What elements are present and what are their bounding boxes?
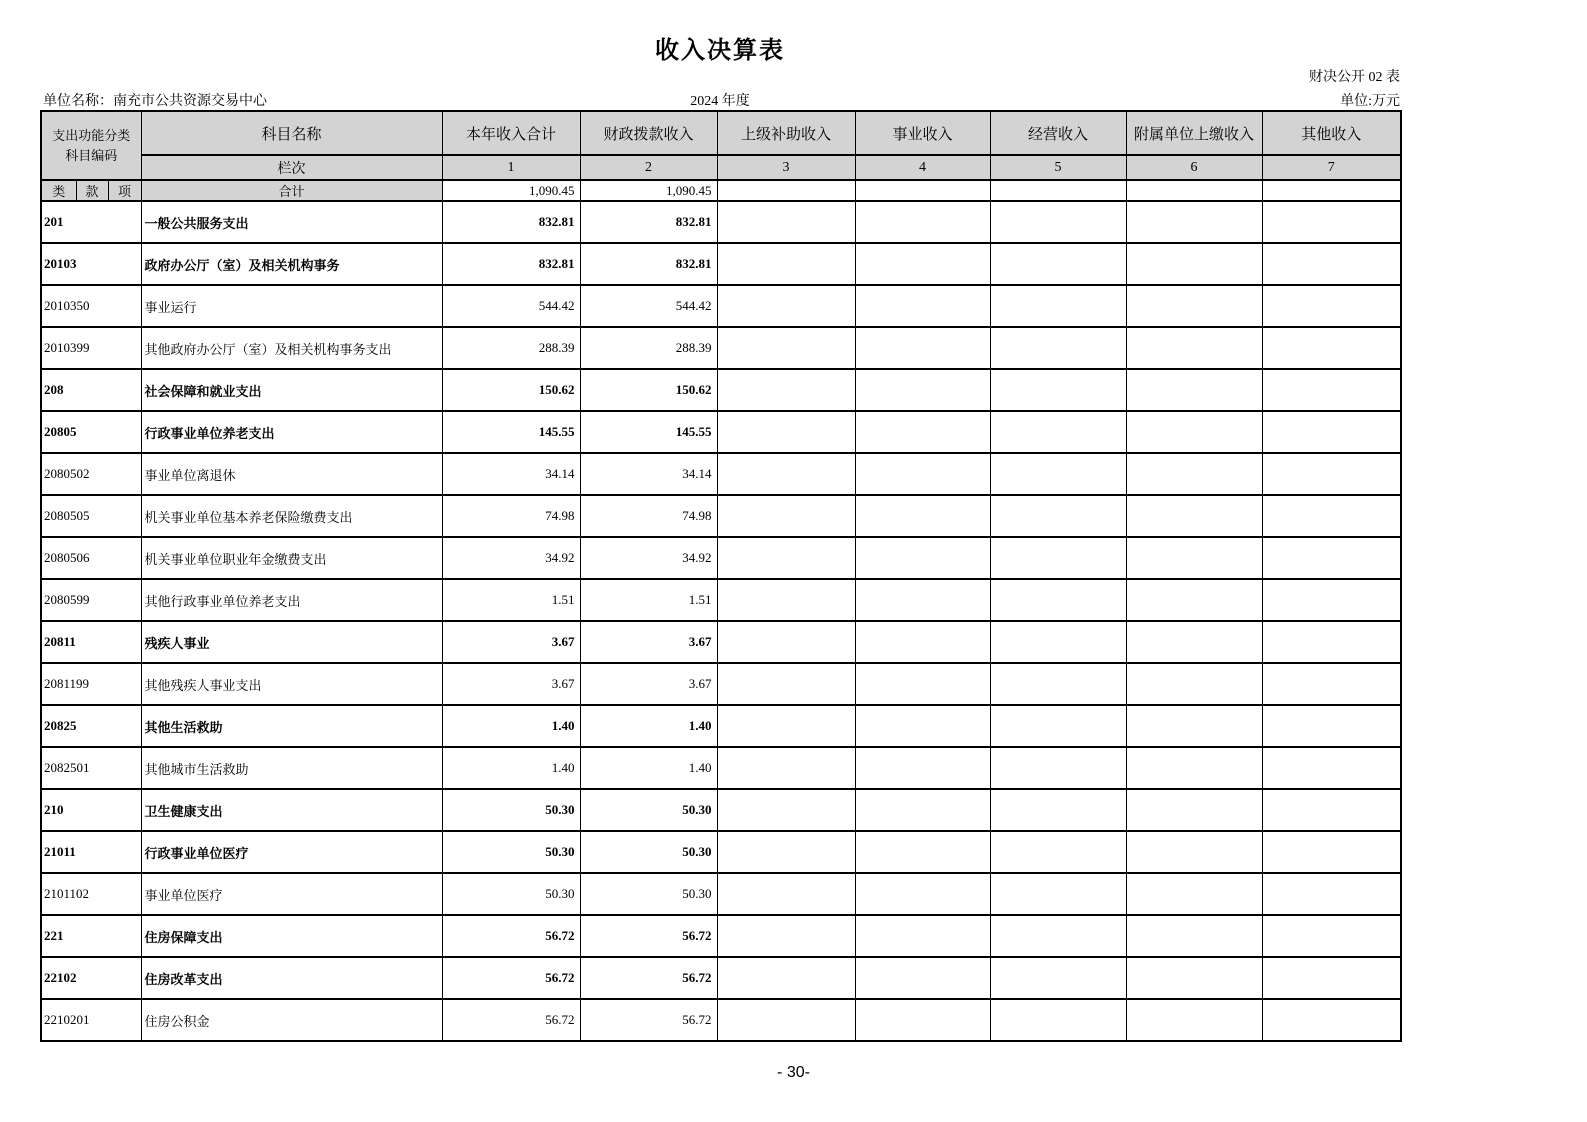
- row-value-6: [1126, 915, 1262, 957]
- row-value-7: [1262, 915, 1401, 957]
- row-code: 2210201: [41, 999, 141, 1041]
- row-value-4: [855, 453, 990, 495]
- row-value-4: [855, 705, 990, 747]
- total-value-5: [990, 180, 1126, 201]
- row-value-1: 832.81: [442, 201, 580, 243]
- row-code: 2010399: [41, 327, 141, 369]
- row-value-7: [1262, 537, 1401, 579]
- doc-form-label: 财决公开 02 表: [1309, 70, 1400, 85]
- row-value-2: 832.81: [580, 201, 717, 243]
- row-value-3: [717, 453, 855, 495]
- row-value-7: [1262, 327, 1401, 369]
- table-row: [41, 621, 1401, 663]
- row-value-2: 74.98: [580, 495, 717, 537]
- row-value-7: [1262, 453, 1401, 495]
- row-value-6: [1126, 495, 1262, 537]
- row-code: 2101102: [41, 873, 141, 915]
- lanci-col-6: 6: [1126, 155, 1262, 180]
- row-value-2: 50.30: [580, 873, 717, 915]
- row-value-6: [1126, 537, 1262, 579]
- row-value-4: [855, 999, 990, 1041]
- row-value-3: [717, 915, 855, 957]
- row-subject-name: 其他残疾人事业支出: [141, 663, 442, 705]
- row-value-7: [1262, 285, 1401, 327]
- row-value-4: [855, 957, 990, 999]
- row-value-6: [1126, 957, 1262, 999]
- lanci-col-4: 4: [855, 155, 990, 180]
- table-row: [41, 957, 1401, 999]
- row-value-3: [717, 327, 855, 369]
- row-value-3: [717, 579, 855, 621]
- row-value-7: [1262, 579, 1401, 621]
- row-value-7: [1262, 201, 1401, 243]
- row-value-5: [990, 999, 1126, 1041]
- header-business-income: 事业收入: [855, 111, 990, 155]
- row-code: 2080505: [41, 495, 141, 537]
- row-value-6: [1126, 453, 1262, 495]
- header-affiliate-remittance: 附属单位上缴收入: [1126, 111, 1262, 155]
- row-value-1: 832.81: [442, 243, 580, 285]
- row-value-1: 145.55: [442, 411, 580, 453]
- row-subject-name: 机关事业单位基本养老保险缴费支出: [141, 495, 442, 537]
- row-value-3: [717, 243, 855, 285]
- row-code: 21011: [41, 831, 141, 873]
- row-value-5: [990, 369, 1126, 411]
- lanci-col-2: 2: [580, 155, 717, 180]
- row-value-5: [990, 201, 1126, 243]
- total-value-7: [1262, 180, 1401, 201]
- sub-code-class: 类: [41, 180, 76, 201]
- header-fiscal-appropriation: 财政拨款收入: [580, 111, 717, 155]
- total-value-4: [855, 180, 990, 201]
- row-value-1: 3.67: [442, 621, 580, 663]
- row-value-7: [1262, 999, 1401, 1041]
- row-subject-name: 其他城市生活救助: [141, 747, 442, 789]
- row-value-3: [717, 201, 855, 243]
- row-value-6: [1126, 789, 1262, 831]
- row-value-6: [1126, 579, 1262, 621]
- row-value-5: [990, 327, 1126, 369]
- row-subject-name: 政府办公厅（室）及相关机构事务: [141, 243, 442, 285]
- total-label: 合计: [141, 180, 442, 201]
- row-value-5: [990, 789, 1126, 831]
- row-subject-name: 一般公共服务支出: [141, 201, 442, 243]
- row-value-1: 50.30: [442, 831, 580, 873]
- row-value-1: 50.30: [442, 789, 580, 831]
- row-value-6: [1126, 831, 1262, 873]
- row-value-7: [1262, 495, 1401, 537]
- row-code: 201: [41, 201, 141, 243]
- row-value-5: [990, 705, 1126, 747]
- row-value-2: 832.81: [580, 243, 717, 285]
- row-value-2: 3.67: [580, 621, 717, 663]
- total-row: [41, 180, 1401, 201]
- row-value-5: [990, 873, 1126, 915]
- row-value-7: [1262, 705, 1401, 747]
- row-value-4: [855, 537, 990, 579]
- row-value-2: 1.40: [580, 705, 717, 747]
- row-value-5: [990, 957, 1126, 999]
- row-value-5: [990, 537, 1126, 579]
- row-value-5: [990, 621, 1126, 663]
- total-value-3: [717, 180, 855, 201]
- row-value-2: 34.92: [580, 537, 717, 579]
- row-value-4: [855, 663, 990, 705]
- row-value-3: [717, 621, 855, 663]
- row-value-3: [717, 705, 855, 747]
- header-superior-subsidy: 上级补助收入: [717, 111, 855, 155]
- row-value-2: 56.72: [580, 999, 717, 1041]
- row-code: 2010350: [41, 285, 141, 327]
- row-value-3: [717, 369, 855, 411]
- row-code: 20825: [41, 705, 141, 747]
- row-value-5: [990, 915, 1126, 957]
- row-value-1: 34.14: [442, 453, 580, 495]
- row-value-1: 34.92: [442, 537, 580, 579]
- row-subject-name: 社会保障和就业支出: [141, 369, 442, 411]
- row-value-4: [855, 411, 990, 453]
- row-value-2: 56.72: [580, 957, 717, 999]
- table-row: [41, 285, 1401, 327]
- row-subject-name: 事业运行: [141, 285, 442, 327]
- row-code: 2080506: [41, 537, 141, 579]
- row-subject-name: 住房保障支出: [141, 915, 442, 957]
- row-value-7: [1262, 411, 1401, 453]
- row-value-2: 3.67: [580, 663, 717, 705]
- row-value-2: 1.40: [580, 747, 717, 789]
- header-expense-function-code: [41, 111, 141, 180]
- lanci-col-5: 5: [990, 155, 1126, 180]
- row-value-6: [1126, 705, 1262, 747]
- row-value-3: [717, 831, 855, 873]
- row-value-1: 3.67: [442, 663, 580, 705]
- table-row: [41, 537, 1401, 579]
- table-body: [41, 201, 1401, 1041]
- row-value-4: [855, 369, 990, 411]
- lanci-col-1: 1: [442, 155, 580, 180]
- row-value-5: [990, 411, 1126, 453]
- header-row-lanci: [41, 155, 1401, 180]
- table-row: [41, 369, 1401, 411]
- lanci-col-7: 7: [1262, 155, 1401, 180]
- row-value-7: [1262, 873, 1401, 915]
- header-total-income: 本年收入合计: [442, 111, 580, 155]
- header-row-1: [41, 111, 1401, 155]
- table-row: [41, 411, 1401, 453]
- total-value-6: [1126, 180, 1262, 201]
- row-value-2: 34.14: [580, 453, 717, 495]
- header-code-line1: 支出功能分类: [52, 128, 131, 143]
- row-value-5: [990, 495, 1126, 537]
- row-value-6: [1126, 369, 1262, 411]
- row-value-2: 1.51: [580, 579, 717, 621]
- row-value-4: [855, 789, 990, 831]
- header-code-line2: 科目编码: [65, 147, 118, 163]
- row-value-6: [1126, 327, 1262, 369]
- row-value-6: [1126, 201, 1262, 243]
- row-subject-name: 住房改革支出: [141, 957, 442, 999]
- row-value-6: [1126, 663, 1262, 705]
- row-subject-name: 行政事业单位医疗: [141, 831, 442, 873]
- row-code: 221: [41, 915, 141, 957]
- row-value-4: [855, 873, 990, 915]
- row-value-5: [990, 285, 1126, 327]
- row-value-4: [855, 621, 990, 663]
- row-code: 2082501: [41, 747, 141, 789]
- row-value-6: [1126, 243, 1262, 285]
- row-value-7: [1262, 789, 1401, 831]
- row-value-2: 50.30: [580, 831, 717, 873]
- page-title: 收入决算表: [655, 38, 785, 64]
- row-value-4: [855, 327, 990, 369]
- row-subject-name: 其他政府办公厅（室）及相关机构事务支出: [141, 327, 442, 369]
- row-value-3: [717, 957, 855, 999]
- table-row: [41, 831, 1401, 873]
- header-operating-income: 经营收入: [990, 111, 1126, 155]
- row-code: 210: [41, 789, 141, 831]
- header-other-income: 其他收入: [1262, 111, 1401, 155]
- lanci-label: 栏次: [141, 155, 442, 180]
- row-value-4: [855, 243, 990, 285]
- row-value-3: [717, 663, 855, 705]
- unit-of-measure: 单位:万元: [1340, 94, 1400, 109]
- row-value-6: [1126, 873, 1262, 915]
- row-value-3: [717, 285, 855, 327]
- row-subject-name: 行政事业单位养老支出: [141, 411, 442, 453]
- row-value-1: 1.51: [442, 579, 580, 621]
- total-value-1: 1,090.45: [442, 180, 580, 201]
- row-value-7: [1262, 369, 1401, 411]
- table-row: [41, 327, 1401, 369]
- row-value-3: [717, 411, 855, 453]
- row-value-3: [717, 999, 855, 1041]
- table-row: [41, 873, 1401, 915]
- page-number: - 30-: [777, 1064, 810, 1081]
- table-row: [41, 915, 1401, 957]
- table-row: [41, 663, 1401, 705]
- row-value-2: 50.30: [580, 789, 717, 831]
- row-subject-name: 其他行政事业单位养老支出: [141, 579, 442, 621]
- row-value-1: 544.42: [442, 285, 580, 327]
- unit-name: 单位名称：南充市公共资源交易中心: [43, 94, 267, 109]
- row-subject-name: 机关事业单位职业年金缴费支出: [141, 537, 442, 579]
- row-value-1: 74.98: [442, 495, 580, 537]
- row-value-5: [990, 831, 1126, 873]
- lanci-col-3: 3: [717, 155, 855, 180]
- row-code: 22102: [41, 957, 141, 999]
- row-value-1: 56.72: [442, 999, 580, 1041]
- table-row: [41, 243, 1401, 285]
- row-code: 2081199: [41, 663, 141, 705]
- row-subject-name: 残疾人事业: [141, 621, 442, 663]
- row-value-4: [855, 579, 990, 621]
- row-value-2: 145.55: [580, 411, 717, 453]
- row-value-4: [855, 285, 990, 327]
- row-value-6: [1126, 999, 1262, 1041]
- row-value-1: 1.40: [442, 705, 580, 747]
- row-value-5: [990, 579, 1126, 621]
- row-value-6: [1126, 621, 1262, 663]
- row-code: 208: [41, 369, 141, 411]
- table-row: [41, 453, 1401, 495]
- row-value-3: [717, 873, 855, 915]
- row-value-7: [1262, 831, 1401, 873]
- row-subject-name: 事业单位医疗: [141, 873, 442, 915]
- fiscal-year: 2024 年度: [690, 94, 750, 109]
- header-subject-name: 科目名称: [141, 111, 442, 155]
- table-row: [41, 999, 1401, 1041]
- row-value-3: [717, 789, 855, 831]
- row-value-1: 150.62: [442, 369, 580, 411]
- row-value-5: [990, 243, 1126, 285]
- table-row: [41, 705, 1401, 747]
- row-value-7: [1262, 243, 1401, 285]
- row-subject-name: 住房公积金: [141, 999, 442, 1041]
- row-value-2: 544.42: [580, 285, 717, 327]
- row-value-6: [1126, 285, 1262, 327]
- row-code: 20811: [41, 621, 141, 663]
- row-code: 2080599: [41, 579, 141, 621]
- row-code: 20805: [41, 411, 141, 453]
- row-value-1: 1.40: [442, 747, 580, 789]
- row-subject-name: 事业单位离退休: [141, 453, 442, 495]
- row-value-7: [1262, 621, 1401, 663]
- row-value-6: [1126, 747, 1262, 789]
- row-value-3: [717, 495, 855, 537]
- income-final-accounts-table: [40, 110, 1402, 1042]
- sub-code-section: 款: [76, 180, 108, 201]
- row-value-3: [717, 537, 855, 579]
- row-value-7: [1262, 747, 1401, 789]
- row-value-7: [1262, 663, 1401, 705]
- row-code: 2080502: [41, 453, 141, 495]
- row-value-1: 56.72: [442, 957, 580, 999]
- row-value-1: 50.30: [442, 873, 580, 915]
- row-value-2: 56.72: [580, 915, 717, 957]
- row-value-4: [855, 495, 990, 537]
- row-value-7: [1262, 957, 1401, 999]
- total-value-2: 1,090.45: [580, 180, 717, 201]
- row-value-3: [717, 747, 855, 789]
- row-value-5: [990, 747, 1126, 789]
- row-subject-name: 其他生活救助: [141, 705, 442, 747]
- row-code: 20103: [41, 243, 141, 285]
- row-value-4: [855, 831, 990, 873]
- row-value-2: 288.39: [580, 327, 717, 369]
- row-value-6: [1126, 411, 1262, 453]
- table-row: [41, 579, 1401, 621]
- table-row: [41, 747, 1401, 789]
- row-value-1: 288.39: [442, 327, 580, 369]
- row-value-4: [855, 747, 990, 789]
- row-subject-name: 卫生健康支出: [141, 789, 442, 831]
- row-value-5: [990, 453, 1126, 495]
- row-value-2: 150.62: [580, 369, 717, 411]
- table-row: [41, 201, 1401, 243]
- row-value-1: 56.72: [442, 915, 580, 957]
- sub-code-item: 项: [108, 180, 141, 201]
- table-row: [41, 495, 1401, 537]
- table-row: [41, 789, 1401, 831]
- row-value-5: [990, 663, 1126, 705]
- row-value-4: [855, 201, 990, 243]
- row-value-4: [855, 915, 990, 957]
